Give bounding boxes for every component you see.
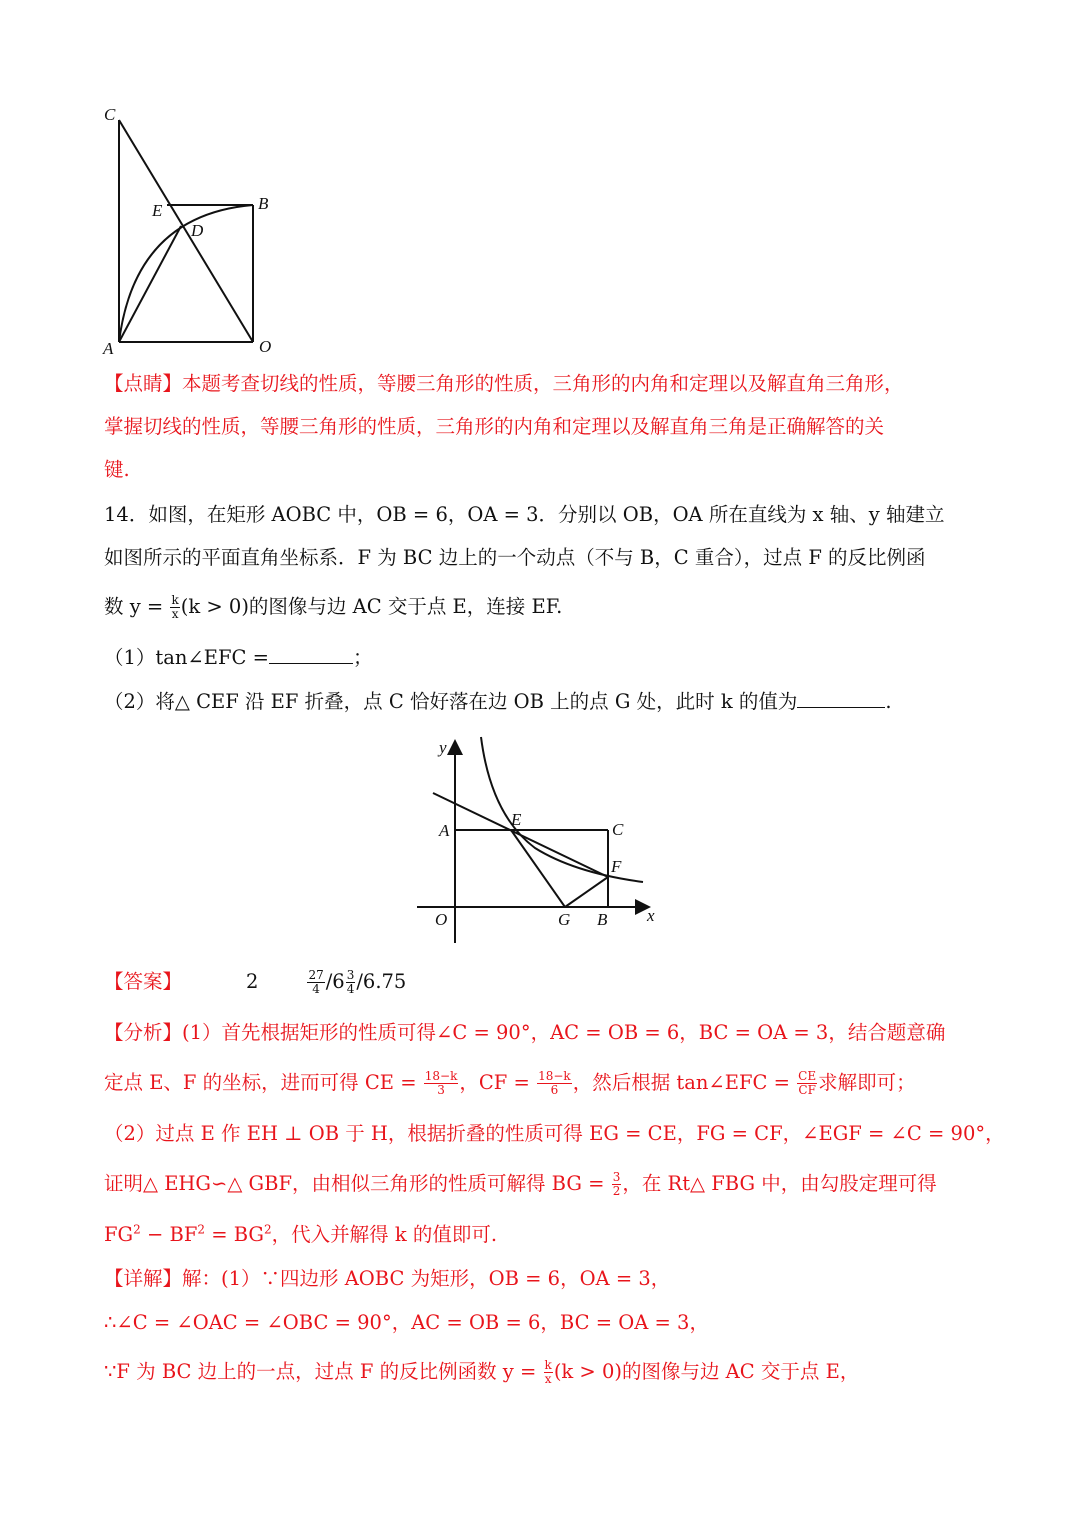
analysis-text-2b: ，CF = (459, 1071, 530, 1094)
segment-eg (511, 830, 565, 907)
arc-ab (119, 205, 253, 342)
label-c: C (612, 820, 624, 839)
dianjing-line-3 (104, 455, 984, 485)
superscript-2: 2 (197, 1222, 205, 1237)
analysis-text-5c: = BG (205, 1223, 265, 1246)
label-f: F (611, 857, 622, 876)
analysis-line-3 (104, 1119, 1005, 1149)
label-a: A (103, 339, 114, 358)
dianjing-tag: 【点睛】 (104, 372, 183, 395)
label-b: B (597, 910, 608, 929)
analysis-text-3: （2）过点 E 作 EH ⊥ OB 于 H，根据折叠的性质可得 EG = CE，FG = CF，∠EGF = ∠C = 90°， (104, 1122, 1005, 1145)
question-1-end: ； (353, 646, 373, 669)
problem-line-2 (104, 543, 984, 573)
detail-text-3a: ∵F 为 BC 边上的一点，过点 F 的反比例函数 y = (104, 1360, 537, 1383)
label-o: O (435, 910, 448, 929)
analysis-tag: 【分析】 (104, 1021, 183, 1044)
answer-blank-1 (269, 645, 353, 664)
analysis-text-2a: 定点 E、F 的坐标，进而可得 CE = (104, 1071, 417, 1094)
answer-value-1: 2 (246, 970, 259, 993)
superscript-2: 2 (264, 1222, 272, 1237)
detail-line-2 (104, 1308, 984, 1338)
analysis-text-4b: ，在 Rt△ FBG 中，由勾股定理可得 (622, 1172, 937, 1195)
label-b: B (258, 194, 269, 213)
label-d: D (191, 221, 204, 240)
superscript-2: 2 (133, 1222, 141, 1237)
detail-line-1 (104, 1264, 984, 1294)
fraction-3-over-2: $\frac{3}{2}$ (612, 1170, 621, 1198)
detail-text-2: ∴∠C = ∠OAC = ∠OBC = 90°，AC = OB = 6，BC = OA = 3， (104, 1311, 709, 1334)
question-1-text: （1）tan∠EFC = (104, 646, 269, 669)
answer-sep-1: /6 (325, 970, 345, 993)
figure-coordinate-2 (415, 735, 675, 950)
fraction-ce-over-cf: $\frac{CE}{CF}$ (798, 1069, 817, 1097)
analysis-text-2d: 求解即可； (818, 1071, 916, 1094)
problem-text-1: 14．如图，在矩形 AOBC 中，OB = 6，OA = 3．分别以 OB，OA 所在直线为 x 轴、y 轴建立 (104, 503, 945, 526)
question-2-text: （2）将△ CEF 沿 EF 折叠，点 C 恰好落在边 OB 上的点 G 处，此时 k 的值为 (104, 690, 798, 713)
detail-tag: 【详解】 (104, 1267, 183, 1290)
label-a: A (439, 821, 450, 840)
analysis-line-5 (104, 1220, 984, 1250)
analysis-line-2 (104, 1068, 984, 1098)
figure-geometry-1 (95, 100, 285, 362)
label-e: E (511, 810, 522, 829)
dianjing-line-2 (104, 412, 984, 442)
problem-line-3 (104, 592, 984, 622)
label-x: x (647, 906, 655, 925)
detail-text-1: 解：(1）∵四边形 AOBC 为矩形，OB = 6，OA = 3， (182, 1267, 671, 1290)
problem-text-3a: 数 y = (104, 595, 164, 618)
label-c: C (104, 105, 116, 124)
dianjing-line-1 (104, 369, 984, 399)
problem-line-1 (104, 500, 984, 530)
question-1 (104, 643, 984, 673)
question-2-end: . (885, 690, 892, 713)
label-g: G (558, 910, 571, 929)
answer-tail: /6.75 (356, 970, 407, 993)
label-e: E (152, 201, 163, 220)
segment-co (119, 120, 253, 342)
fraction-18-k-over-6: $\frac{18-k}{6}$ (538, 1069, 571, 1097)
dianjing-text-3: 键. (104, 458, 130, 481)
analysis-line-1 (104, 1018, 984, 1048)
analysis-text-5a: FG (104, 1223, 134, 1246)
fraction-k-over-x: $\frac{k}{x}$ (171, 593, 179, 621)
detail-line-3 (104, 1357, 984, 1387)
answer-blank-2 (797, 689, 885, 708)
detail-text-3b: (k > 0)的图像与边 AC 交于点 E， (553, 1360, 860, 1383)
analysis-text-5b: − BF (140, 1223, 198, 1246)
problem-text-3b: (k > 0)的图像与边 AC 交于点 E，连接 EF. (180, 595, 563, 618)
fraction-27-over-4: $\frac{27}{4}$ (308, 968, 324, 996)
analysis-text-5d: ，代入并解得 k 的值即可. (271, 1223, 498, 1246)
analysis-text-2c: ，然后根据 tan∠EFC = (572, 1071, 790, 1094)
dianjing-text-2: 掌握切线的性质，等腰三角形的性质，三角形的内角和定理以及解直角三角是正确解答的关 (104, 415, 885, 438)
answer-tag: 【答案】 (104, 970, 183, 993)
fraction-18-k-over-3: $\frac{18-k}{3}$ (424, 1069, 458, 1097)
answer-line (104, 967, 984, 997)
analysis-text-4a: 证明△ EHG∽△ GBF，由相似三角形的性质可解得 BG = (104, 1172, 605, 1195)
label-o: O (259, 337, 272, 356)
fraction-k-over-x: $\frac{k}{x}$ (544, 1358, 552, 1386)
question-2 (104, 687, 984, 717)
analysis-text-1: (1）首先根据矩形的性质可得∠C = 90°，AC = OB = 6，BC = OA = 3，结合题意确 (182, 1021, 946, 1044)
label-y: y (439, 738, 447, 757)
problem-text-2: 如图所示的平面直角坐标系．F 为 BC 边上的一个动点（不与 B，C 重合），过点 F 的反比例函 (104, 546, 926, 569)
dianjing-text-1: 本题考查切线的性质，等腰三角形的性质，三角形的内角和定理以及解直角三角形， (182, 372, 904, 395)
segment-gf (565, 877, 608, 907)
fraction-3-over-4: $\frac{3}{4}$ (346, 968, 355, 996)
segment-ad (119, 226, 181, 342)
analysis-line-4 (104, 1169, 984, 1199)
